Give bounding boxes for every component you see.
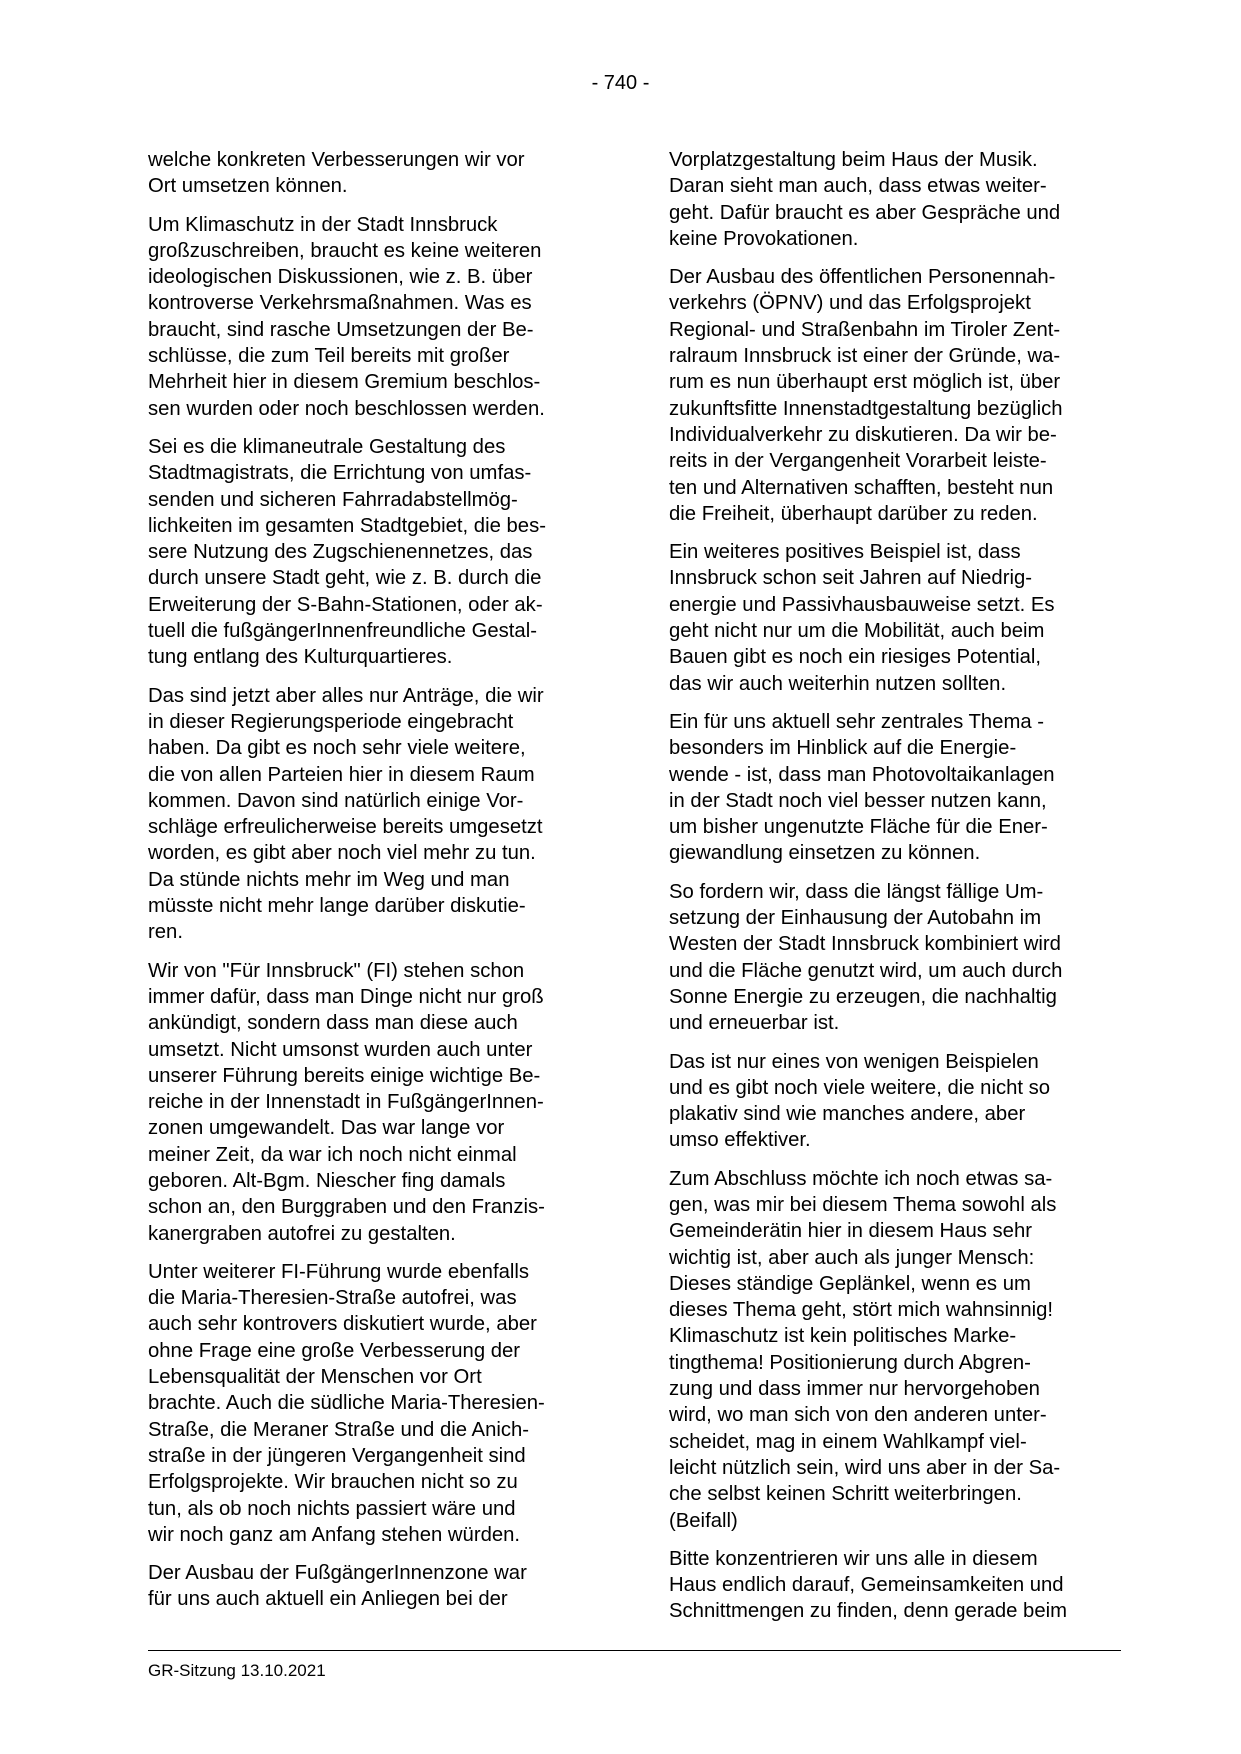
paragraph: Bitte konzentrieren wir uns alle in diesem Haus endlich darauf, Gemeinsamkeiten und Schnittmengen zu finden, denn gerade beim <box>669 1547 1068 1623</box>
paragraph: So fordern wir, dass die längst fällige Um- setzung der Einhausung der Autobahn im Westen der Stadt Innsbruck kombiniert wird und die Fläche genutzt wird, um auch durch Sonne Energie zu erzeugen, die nachhaltig und erneuerbar ist. <box>669 880 1063 1035</box>
paragraph: welche konkreten Verbesserungen wir vor Ort umsetzen können. <box>148 149 525 198</box>
right-column <box>669 147 1129 1637</box>
paragraph: Das sind jetzt aber alles nur Anträge, die wir in dieser Regierungsperiode eingebracht haben. Da gibt es noch sehr viele weitere, die von allen Parteien hier in diesem Raum kommen. Davon sind natürlich einige Vor- schläge erfreulicherweise bereits umgesetzt worden, es gibt aber noch viel mehr zu tun. Da stünde nichts mehr im Weg und man müsste nicht mehr lange darüber diskutie- ren. <box>148 684 544 944</box>
paragraph: Wir von "Für Innsbruck" (FI) stehen schon immer dafür, dass man Dinge nicht nur groß ankündigt, sondern dass man diese auch umsetzt. Nicht umsonst wurden auch unter unserer Führung bereits einige wichtige Be- reiche in der Innenstadt in FußgängerInnen- zonen umgewandelt. Das war lange vor meiner Zeit, da war ich noch nicht einmal geboren. Alt-Bgm. Niescher fing damals schon an, den Burggraben und den Franzis- kanergraben autofrei zu gestalten. <box>148 959 545 1245</box>
paragraph: Der Ausbau der FußgängerInnenzone war für uns auch aktuell ein Anliegen bei der <box>148 1562 527 1611</box>
paragraph: Sei es die klimaneutrale Gestaltung des Stadtmagistrats, die Errichtung von umfas- senden und sicheren Fahrradabstellmög- lichkeiten im gesamten Stadtgebiet, die bes- sere Nutzung des Zugschienennetzes, das durch unsere Stadt geht, wie z. B. durch die Erweiterung der S-Bahn-Stationen, oder ak- tuell die fußgängerInnenfreundliche Gestal- tung entlang des Kulturquartieres. <box>148 435 546 669</box>
paragraph: Zum Abschluss möchte ich noch etwas sa- gen, was mir bei diesem Thema sowohl als Gemeinderätin hier in diesem Haus sehr wichtig ist, aber auch als junger Mensch: Dieses ständige Geplänkel, wenn es um dieses Thema geht, stört mich wahnsinnig! Klimaschutz ist kein politisches Marke- tingthema! Positionierung durch Abgren- zung und dass immer nur hervorgehoben wird, wo man sich von den anderen unter- scheidet, mag in einem Wahlkampf viel- leicht nützlich sein, wird uns aber in der Sa- che selbst keinen Schritt weiterbringen. (Beifall) <box>669 1167 1061 1532</box>
paragraph: Um Klimaschutz in der Stadt Innsbruck großzuschreiben, braucht es keine weiteren ideologischen Diskussionen, wie z. B. über kontroverse Verkehrsmaßnahmen. Was es braucht, sind rasche Umsetzungen der Be- schlüsse, die zum Teil bereits mit großer Mehrheit hier in diesem Gremium beschlos- sen wurden oder noch beschlossen werden. <box>148 213 545 420</box>
paragraph: Ein weiteres positives Beispiel ist, dass Innsbruck schon seit Jahren auf Niedrig- energie und Passivhausbauweise setzt. Es geht nicht nur um die Mobilität, auch beim Bauen gibt es noch ein riesiges Potential, das wir auch weiterhin nutzen sollten. <box>669 541 1055 695</box>
footer-divider <box>148 1650 1121 1651</box>
paragraph: Das ist nur eines von wenigen Beispielen und es gibt noch viele weitere, die nicht so plakativ sind wie manches andere, aber umso effektiver. <box>669 1050 1051 1152</box>
paragraph: Unter weiterer FI-Führung wurde ebenfalls die Maria-Theresien-Straße autofrei, was auch sehr kontrovers diskutiert wurde, aber ohne Frage eine große Verbesserung der Lebensqualität der Menschen vor Ort brachte. Auch die südliche Maria-Theresien- Straße, die Meraner Straße und die Anich- straße in der jüngeren Vergangenheit sind Erfolgsprojekte. Wir brauchen nicht so zu tun, als ob noch nichts passiert wäre und wir noch ganz am Anfang stehen würden. <box>148 1260 545 1546</box>
footer-session-date: GR-Sitzung 13.10.2021 <box>148 1661 326 1680</box>
left-column <box>148 147 608 1625</box>
paragraph: Der Ausbau des öffentlichen Personennah- verkehrs (ÖPNV) und das Erfolgsprojekt Regional- und Straßenbahn im Tiroler Zent- ralraum Innsbruck ist einer der Gründe, wa- rum es nun überhaupt erst möglich ist, über zukunftsfitte Innenstadtgestaltung bezüglich Individualverkehr zu diskutieren. Da wir be- reits in der Vergangenheit Vorarbeit leiste- ten und Alternativen schafften, besteht nun die Freiheit, überhaupt darüber zu reden. <box>669 266 1063 525</box>
paragraph: Ein für uns aktuell sehr zentrales Thema - besonders im Hinblick auf die Energie- wende - ist, dass man Photovoltaikanlagen in der Stadt noch viel besser nutzen kann, um bisher ungenutzte Fläche für die Ener- giewandlung einsetzen zu können. <box>669 710 1055 865</box>
page-number: - 740 - <box>591 72 650 94</box>
paragraph: Vorplatzgestaltung beim Haus der Musik. Daran sieht man auch, dass etwas weiter- geht. Dafür braucht es aber Gespräche und keine Provokationen. <box>669 149 1061 250</box>
